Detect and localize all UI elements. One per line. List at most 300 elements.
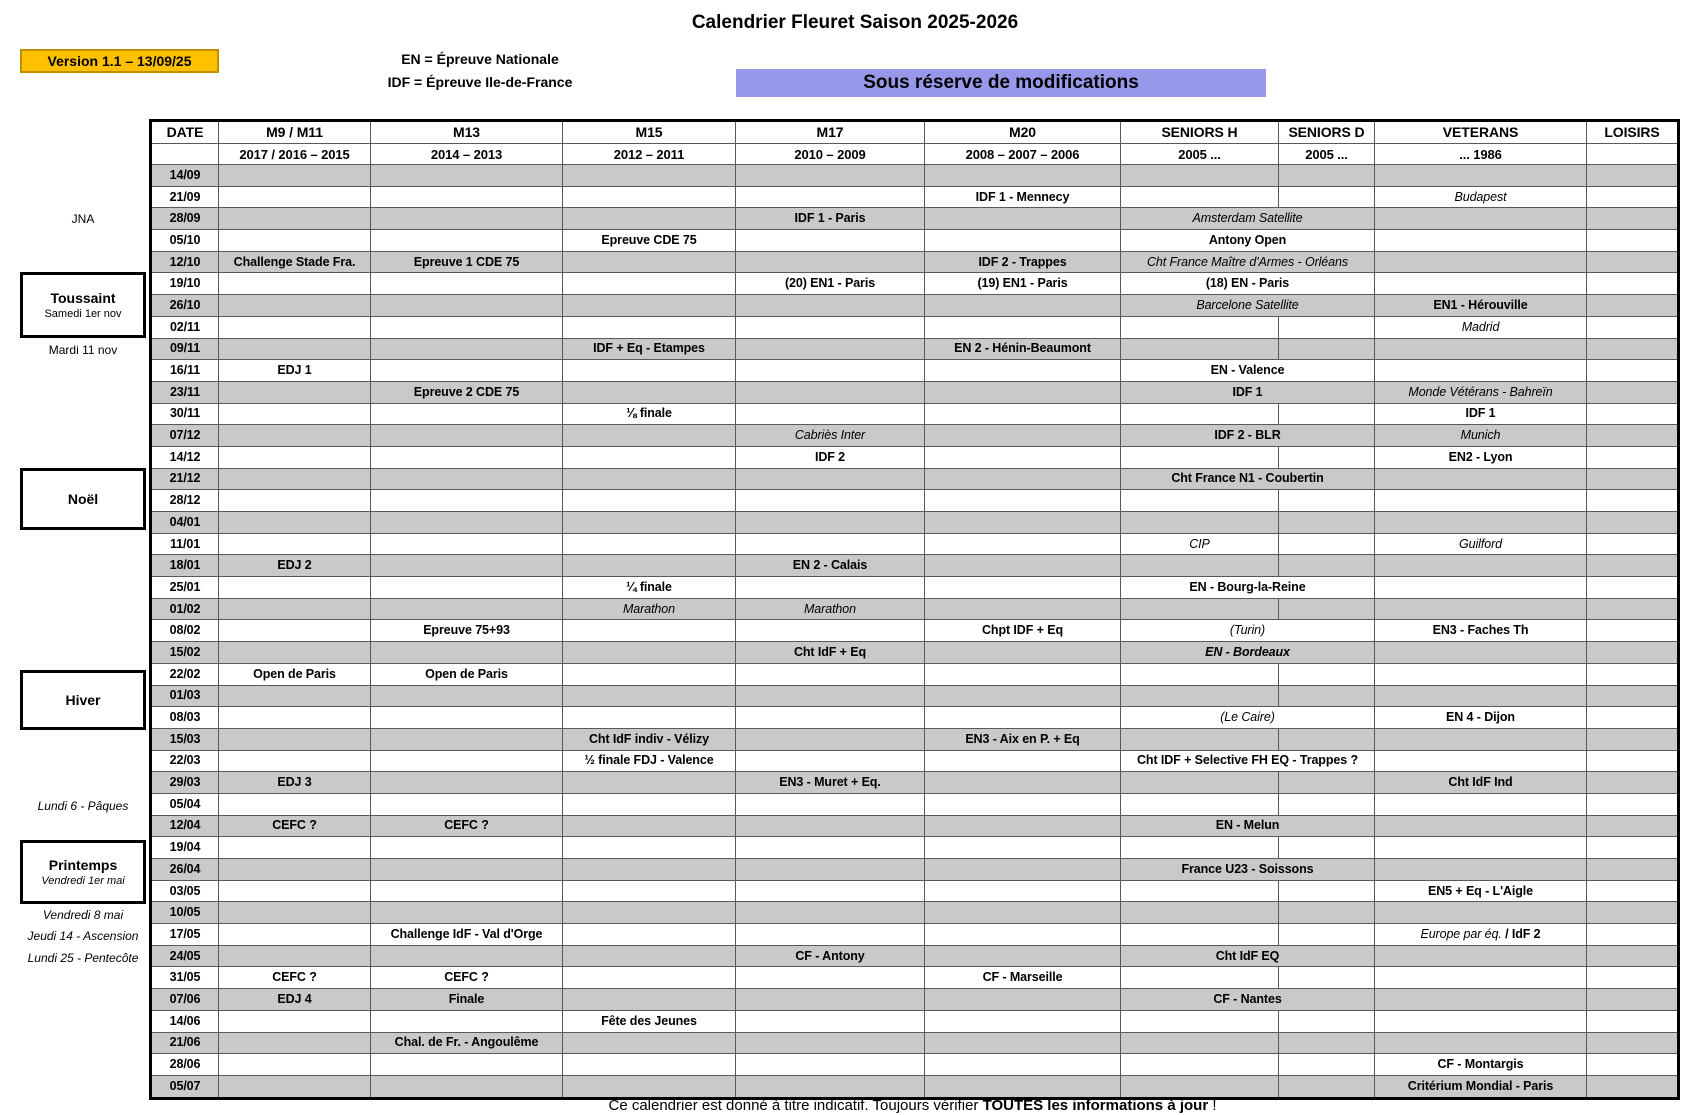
event-text: Challenge IdF - Val d'Orge <box>390 926 543 941</box>
event-cell-m20 <box>925 555 1121 577</box>
event-cell-m13 <box>371 815 563 837</box>
event-text: Monde Vétérans - Bahreïn <box>1408 384 1553 399</box>
event-cell-srd <box>1279 728 1375 750</box>
table-row <box>151 208 1679 230</box>
table-row <box>151 490 1679 512</box>
event-text: Guilford <box>1459 536 1502 551</box>
event-text: CF - Nantes <box>1213 991 1282 1006</box>
event-cell-m13 <box>371 468 563 490</box>
table-row <box>151 750 1679 772</box>
event-text: IDF 2 - BLR <box>1214 428 1281 443</box>
event-cell-vet <box>1375 642 1587 664</box>
event-cell-seniors <box>1121 577 1375 599</box>
date-cell: 12/04 <box>151 815 219 837</box>
event-cell-srd <box>1279 1032 1375 1054</box>
event-cell-m9m11 <box>219 642 371 664</box>
event-cell-m17 <box>736 793 925 815</box>
event-cell-m15 <box>563 468 736 490</box>
event-cell-loi <box>1587 598 1679 620</box>
event-cell-m15 <box>563 880 736 902</box>
event-cell-vet <box>1375 403 1587 425</box>
event-cell-m17 <box>736 295 925 317</box>
date-cell: 11/01 <box>151 533 219 555</box>
event-cell-srh <box>1121 967 1279 989</box>
event-cell-m9m11 <box>219 1010 371 1032</box>
event-cell-m17 <box>736 815 925 837</box>
event-text: (19) EN1 - Paris <box>977 276 1068 291</box>
date-cell: 08/03 <box>151 707 219 729</box>
event-cell-vet <box>1375 793 1587 815</box>
event-cell-m15 <box>563 490 736 512</box>
event-cell-vet <box>1375 577 1587 599</box>
event-cell-loi <box>1587 360 1679 382</box>
event-cell-m9m11 <box>219 338 371 360</box>
event-cell-m13 <box>371 208 563 230</box>
event-cell-srh <box>1121 1032 1279 1054</box>
event-cell-m20 <box>925 598 1121 620</box>
date-cell: 22/03 <box>151 750 219 772</box>
event-cell-m15 <box>563 360 736 382</box>
table-row <box>151 728 1679 750</box>
margin-label: Jeudi 14 - Ascension <box>27 929 139 943</box>
event-cell-m17 <box>736 598 925 620</box>
event-cell-loi <box>1587 555 1679 577</box>
event-cell-srd <box>1279 165 1375 187</box>
event-cell-m15 <box>563 295 736 317</box>
event-cell-m20 <box>925 924 1121 946</box>
event-cell-vet <box>1375 620 1587 642</box>
event-cell-loi <box>1587 316 1679 338</box>
date-cell: 01/03 <box>151 685 219 707</box>
event-cell-m15 <box>563 1054 736 1076</box>
date-cell: 24/05 <box>151 945 219 967</box>
event-cell-m15 <box>563 251 736 273</box>
margin-label: Mardi 11 nov <box>48 343 118 357</box>
event-cell-m13 <box>371 793 563 815</box>
event-cell-m20 <box>925 533 1121 555</box>
event-cell-m9m11 <box>219 273 371 295</box>
event-cell-vet <box>1375 468 1587 490</box>
event-cell-vet <box>1375 1075 1587 1098</box>
date-cell: 05/04 <box>151 793 219 815</box>
event-cell-m17 <box>736 251 925 273</box>
table-row <box>151 577 1679 599</box>
event-cell-srd <box>1279 598 1375 620</box>
event-cell-m17 <box>736 945 925 967</box>
event-text: CF - Marseille <box>982 970 1063 985</box>
event-cell-m15 <box>563 642 736 664</box>
event-cell-m20 <box>925 1032 1121 1054</box>
event-cell-m20 <box>925 230 1121 252</box>
event-text: Chpt IDF + Eq <box>982 623 1063 638</box>
event-cell-m13 <box>371 251 563 273</box>
date-cell: 10/05 <box>151 902 219 924</box>
column-header-date: DATE <box>151 121 219 144</box>
event-cell-m20 <box>925 728 1121 750</box>
event-cell-m17 <box>736 273 925 295</box>
table-row <box>151 1054 1679 1076</box>
table-row <box>151 425 1679 447</box>
event-cell-m20 <box>925 772 1121 794</box>
date-cell: 04/01 <box>151 512 219 534</box>
event-cell-m13 <box>371 880 563 902</box>
event-cell-m9m11 <box>219 1032 371 1054</box>
event-cell-m17 <box>736 512 925 534</box>
event-cell-m15 <box>563 685 736 707</box>
event-cell-vet <box>1375 425 1587 447</box>
margin-label: Lundi 25 - Pentecôte <box>27 951 139 965</box>
date-cell: 15/02 <box>151 642 219 664</box>
table-row <box>151 772 1679 794</box>
event-cell-m9m11 <box>219 945 371 967</box>
calendar-table <box>149 119 1680 1100</box>
event-cell-seniors <box>1121 381 1375 403</box>
season-subtitle: Samedi 1er nov <box>44 308 122 320</box>
date-cell: 07/06 <box>151 989 219 1011</box>
event-cell-srh <box>1121 186 1279 208</box>
event-cell-m13 <box>371 555 563 577</box>
event-text: Barcelone Satellite <box>1196 297 1299 312</box>
event-cell-m20 <box>925 1010 1121 1032</box>
event-cell-vet <box>1375 750 1587 772</box>
event-cell-m9m11 <box>219 512 371 534</box>
event-cell-m17 <box>736 316 925 338</box>
legend <box>310 48 650 94</box>
event-cell-seniors <box>1121 750 1375 772</box>
event-cell-loi <box>1587 295 1679 317</box>
event-cell-m17 <box>736 1032 925 1054</box>
event-text: IDF 1 <box>1232 384 1263 399</box>
event-cell-m15 <box>563 208 736 230</box>
event-cell-m17 <box>736 1075 925 1098</box>
date-cell: 28/09 <box>151 208 219 230</box>
event-text: EN3 - Faches Th <box>1432 623 1529 638</box>
table-row <box>151 598 1679 620</box>
event-cell-m20 <box>925 750 1121 772</box>
event-cell-m15 <box>563 403 736 425</box>
event-cell-loi <box>1587 577 1679 599</box>
event-cell-m20 <box>925 902 1121 924</box>
event-cell-m17 <box>736 989 925 1011</box>
event-cell-m9m11 <box>219 381 371 403</box>
date-cell: 14/06 <box>151 1010 219 1032</box>
event-cell-loi <box>1587 707 1679 729</box>
event-cell-srd <box>1279 793 1375 815</box>
event-cell-srd <box>1279 512 1375 534</box>
event-cell-srd <box>1279 837 1375 859</box>
event-cell-m9m11 <box>219 230 371 252</box>
event-cell-m9m11 <box>219 490 371 512</box>
season-title: Toussaint <box>50 290 116 306</box>
margin-label: Vendredi 8 mai <box>42 908 124 922</box>
event-cell-m13 <box>371 360 563 382</box>
season-box-toussaint <box>20 272 146 338</box>
event-text: EDJ 4 <box>277 991 312 1006</box>
date-cell: 02/11 <box>151 316 219 338</box>
event-cell-m15 <box>563 425 736 447</box>
event-cell-seniors <box>1121 273 1375 295</box>
event-text: CEFC ? <box>272 818 317 833</box>
event-cell-m13 <box>371 707 563 729</box>
event-cell-m9m11 <box>219 685 371 707</box>
event-cell-m9m11 <box>219 186 371 208</box>
event-cell-srh <box>1121 902 1279 924</box>
event-cell-m17 <box>736 924 925 946</box>
event-cell-m9m11 <box>219 967 371 989</box>
event-cell-srd <box>1279 533 1375 555</box>
event-cell-loi <box>1587 728 1679 750</box>
table-row <box>151 446 1679 468</box>
event-cell-loi <box>1587 945 1679 967</box>
event-cell-m9m11 <box>219 555 371 577</box>
event-cell-m13 <box>371 859 563 881</box>
event-cell-srd <box>1279 446 1375 468</box>
event-cell-m9m11 <box>219 859 371 881</box>
event-cell-seniors <box>1121 468 1375 490</box>
event-cell-loi <box>1587 880 1679 902</box>
date-cell: 21/12 <box>151 468 219 490</box>
event-cell-seniors <box>1121 945 1375 967</box>
event-cell-vet <box>1375 989 1587 1011</box>
season-title: Printemps <box>48 857 118 873</box>
margin-label: Lundi 6 - Pâques <box>37 799 129 813</box>
event-cell-srh <box>1121 555 1279 577</box>
event-cell-m15 <box>563 1075 736 1098</box>
event-cell-loi <box>1587 381 1679 403</box>
event-cell-srh <box>1121 598 1279 620</box>
event-cell-loi <box>1587 490 1679 512</box>
event-text: Europe par éq. <box>1420 926 1502 941</box>
event-cell-loi <box>1587 251 1679 273</box>
event-cell-loi <box>1587 793 1679 815</box>
event-cell-m9m11 <box>219 620 371 642</box>
event-cell-vet <box>1375 859 1587 881</box>
event-text: IDF 2 - Trappes <box>978 254 1067 269</box>
event-cell-srd <box>1279 338 1375 360</box>
event-cell-loi <box>1587 446 1679 468</box>
event-cell-m9m11 <box>219 165 371 187</box>
event-cell-m13 <box>371 620 563 642</box>
date-cell: 23/11 <box>151 381 219 403</box>
table-row <box>151 663 1679 685</box>
event-text: EN - Melun <box>1215 818 1280 833</box>
event-cell-m17 <box>736 902 925 924</box>
event-cell-srh <box>1121 663 1279 685</box>
footer-text-bold: TOUTES les informations à jour <box>982 1097 1209 1114</box>
event-cell-seniors <box>1121 251 1375 273</box>
column-subheader-srd: 2005 ... <box>1279 144 1375 165</box>
event-text: CF - Antony <box>795 948 865 963</box>
event-text: / IdF 2 <box>1501 926 1541 941</box>
event-cell-m17 <box>736 165 925 187</box>
event-text: Cht IdF indiv - Vélizy <box>588 731 710 746</box>
table-row <box>151 793 1679 815</box>
table-row <box>151 360 1679 382</box>
event-text: EN 4 - Dijon <box>1446 710 1515 725</box>
event-cell-loi <box>1587 967 1679 989</box>
event-cell-srh <box>1121 1075 1279 1098</box>
event-text: Epreuve 1 CDE 75 <box>413 254 520 269</box>
event-cell-m15 <box>563 707 736 729</box>
event-cell-m15 <box>563 338 736 360</box>
event-text: EN1 - Hérouville <box>1433 297 1528 312</box>
event-cell-m13 <box>371 1054 563 1076</box>
date-cell: 21/06 <box>151 1032 219 1054</box>
event-cell-m20 <box>925 381 1121 403</box>
table-row <box>151 230 1679 252</box>
event-cell-m17 <box>736 1010 925 1032</box>
event-cell-loi <box>1587 815 1679 837</box>
event-cell-vet <box>1375 295 1587 317</box>
event-cell-m20 <box>925 685 1121 707</box>
event-cell-m13 <box>371 446 563 468</box>
table-row <box>151 295 1679 317</box>
event-text: Cht IDF + Selective FH EQ - Trappes ? <box>1136 753 1358 768</box>
event-cell-m9m11 <box>219 1054 371 1076</box>
event-cell-m15 <box>563 1010 736 1032</box>
table-row <box>151 251 1679 273</box>
event-cell-m15 <box>563 902 736 924</box>
event-cell-m9m11 <box>219 208 371 230</box>
event-cell-m9m11 <box>219 837 371 859</box>
event-cell-m15 <box>563 533 736 555</box>
event-cell-seniors <box>1121 620 1375 642</box>
table-row <box>151 642 1679 664</box>
event-cell-m15 <box>563 837 736 859</box>
event-cell-m20 <box>925 945 1121 967</box>
event-cell-m15 <box>563 815 736 837</box>
event-cell-loi <box>1587 902 1679 924</box>
event-cell-m13 <box>371 577 563 599</box>
date-cell: 01/02 <box>151 598 219 620</box>
season-box-nol <box>20 468 146 530</box>
event-cell-vet <box>1375 338 1587 360</box>
event-cell-m20 <box>925 967 1121 989</box>
event-cell-m17 <box>736 338 925 360</box>
date-cell: 15/03 <box>151 728 219 750</box>
event-text: Amsterdam Satellite <box>1192 211 1303 226</box>
event-cell-srh <box>1121 490 1279 512</box>
event-text: ¼ finale <box>626 579 672 594</box>
event-cell-m15 <box>563 793 736 815</box>
event-cell-m13 <box>371 945 563 967</box>
column-subheader-m9m11: 2017 / 2016 – 2015 <box>219 144 371 165</box>
event-cell-m9m11 <box>219 533 371 555</box>
date-cell: 05/07 <box>151 1075 219 1098</box>
event-cell-srd <box>1279 1010 1375 1032</box>
event-cell-m9m11 <box>219 403 371 425</box>
event-text: Challenge Stade Fra. <box>233 254 356 269</box>
season-box-hiver <box>20 670 146 730</box>
event-cell-m9m11 <box>219 902 371 924</box>
event-cell-m13 <box>371 837 563 859</box>
date-cell: 29/03 <box>151 772 219 794</box>
event-cell-m17 <box>736 663 925 685</box>
event-cell-m13 <box>371 772 563 794</box>
event-cell-vet <box>1375 186 1587 208</box>
footer-text-post: ! <box>1208 1097 1217 1114</box>
event-cell-vet <box>1375 837 1587 859</box>
event-cell-m15 <box>563 577 736 599</box>
event-cell-m13 <box>371 685 563 707</box>
event-cell-m9m11 <box>219 728 371 750</box>
legend-line-idf: IDF = Épreuve Ile-de-France <box>387 74 573 90</box>
event-cell-m17 <box>736 620 925 642</box>
event-cell-loi <box>1587 1032 1679 1054</box>
event-cell-m20 <box>925 446 1121 468</box>
event-text: EDJ 3 <box>277 775 312 790</box>
table-row <box>151 468 1679 490</box>
event-text: Cabriès Inter <box>794 428 866 443</box>
event-cell-loi <box>1587 338 1679 360</box>
event-cell-m20 <box>925 468 1121 490</box>
column-subheader-m17: 2010 – 2009 <box>736 144 925 165</box>
event-cell-m13 <box>371 490 563 512</box>
event-cell-loi <box>1587 403 1679 425</box>
event-cell-seniors <box>1121 859 1375 881</box>
event-cell-m17 <box>736 186 925 208</box>
event-cell-loi <box>1587 750 1679 772</box>
event-cell-srh <box>1121 1054 1279 1076</box>
column-header-m15: M15 <box>563 121 736 144</box>
event-cell-m15 <box>563 989 736 1011</box>
event-cell-srd <box>1279 555 1375 577</box>
date-cell: 21/09 <box>151 186 219 208</box>
event-cell-m15 <box>563 728 736 750</box>
event-cell-m15 <box>563 945 736 967</box>
event-text: France U23 - Soissons <box>1181 861 1314 876</box>
event-cell-vet <box>1375 208 1587 230</box>
event-cell-m13 <box>371 1075 563 1098</box>
event-cell-loi <box>1587 533 1679 555</box>
event-cell-m20 <box>925 815 1121 837</box>
event-cell-vet <box>1375 902 1587 924</box>
event-cell-seniors <box>1121 208 1375 230</box>
event-cell-srh <box>1121 446 1279 468</box>
table-row <box>151 381 1679 403</box>
event-cell-vet <box>1375 555 1587 577</box>
event-cell-m9m11 <box>219 924 371 946</box>
event-cell-m17 <box>736 446 925 468</box>
event-cell-m17 <box>736 425 925 447</box>
table-row <box>151 967 1679 989</box>
event-cell-seniors <box>1121 989 1375 1011</box>
event-cell-srd <box>1279 685 1375 707</box>
table-row <box>151 837 1679 859</box>
event-cell-m20 <box>925 490 1121 512</box>
event-cell-m13 <box>371 165 563 187</box>
event-cell-m20 <box>925 859 1121 881</box>
event-text: Cht IdF EQ <box>1215 948 1280 963</box>
event-cell-m17 <box>736 230 925 252</box>
event-cell-m20 <box>925 316 1121 338</box>
season-box-printemps <box>20 840 146 904</box>
event-cell-seniors <box>1121 707 1375 729</box>
event-cell-vet <box>1375 251 1587 273</box>
date-cell: 08/02 <box>151 620 219 642</box>
event-cell-vet <box>1375 685 1587 707</box>
event-cell-vet <box>1375 598 1587 620</box>
date-cell: 19/04 <box>151 837 219 859</box>
event-cell-m13 <box>371 316 563 338</box>
event-text: Marathon <box>803 601 856 616</box>
event-text: Cht IdF + Eq <box>793 644 867 659</box>
column-header-m13: M13 <box>371 121 563 144</box>
event-text: EDJ 2 <box>277 558 312 573</box>
season-subtitle: Vendredi 1er mai <box>41 875 125 887</box>
event-cell-srd <box>1279 967 1375 989</box>
event-cell-m17 <box>736 533 925 555</box>
